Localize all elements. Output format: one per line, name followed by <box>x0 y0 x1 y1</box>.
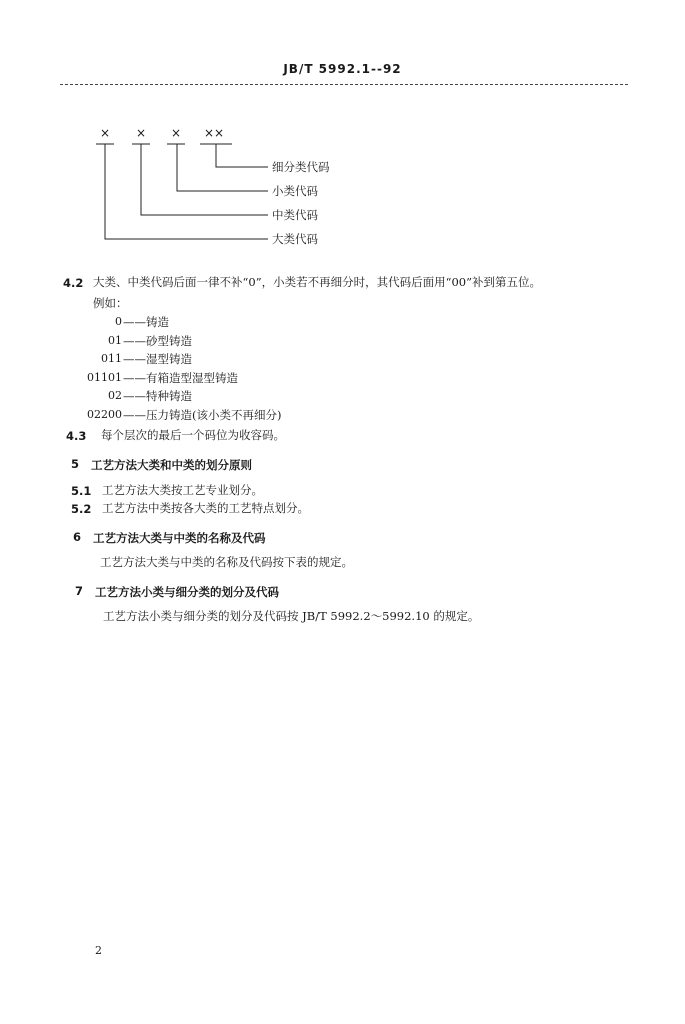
clause-5-1-text: 工艺方法大类按工艺专业划分。 <box>102 483 263 497</box>
digit-mark-3: × <box>171 126 182 140</box>
example-dash: —— <box>123 352 146 366</box>
example-label: 例如： <box>93 296 128 310</box>
label-subdivision-code: 细分类代码 <box>272 160 330 174</box>
digit-mark-4: ×× <box>204 126 225 140</box>
digit-mark-1: × <box>100 126 111 140</box>
example-desc: 有箱造型湿型铸造 <box>146 371 238 385</box>
section-5-title: 工艺方法大类和中类的划分原则 <box>91 458 252 472</box>
code-structure-diagram <box>0 0 685 260</box>
example-entry <box>123 407 281 423</box>
example-dash: —— <box>123 371 146 385</box>
example-desc: 湿型铸造 <box>146 352 192 366</box>
example-desc: 压力铸造(该小类不再细分) <box>146 408 282 422</box>
example-desc: 砂型铸造 <box>146 334 192 348</box>
example-code: 02 <box>108 389 122 402</box>
example-entry <box>123 351 192 367</box>
section-7-title: 工艺方法小类与细分类的划分及代码 <box>95 585 279 599</box>
example-code: 01101 <box>87 371 122 384</box>
clause-4-2-text: 大类、中类代码后面一律不补“0”，小类若不再细分时，其代码后面用“00”补到第五位。 <box>93 275 541 289</box>
example-dash: —— <box>123 408 146 422</box>
section-number-6: 6 <box>73 530 82 544</box>
label-major-class-code: 大类代码 <box>272 232 318 246</box>
example-entry <box>123 388 192 404</box>
clause-number-5-2: 5.2 <box>71 502 92 516</box>
example-entry <box>123 314 169 330</box>
clause-number-5-1: 5.1 <box>71 484 92 498</box>
section-6-title: 工艺方法大类与中类的名称及代码 <box>93 531 266 545</box>
example-code: 011 <box>101 352 122 365</box>
leader-line-subdivision <box>216 144 268 167</box>
clause-4-3-text: 每个层次的最后一个码位为收容码。 <box>101 428 285 442</box>
clause-number-4-3: 4.3 <box>66 429 87 443</box>
example-code: 01 <box>108 334 122 347</box>
example-entry <box>123 333 192 349</box>
clause-number-4-2: 4.2 <box>63 276 84 290</box>
section-6-body: 工艺方法大类与中类的名称及代码按下表的规定。 <box>100 555 353 569</box>
example-desc: 铸造 <box>146 315 169 329</box>
section-number-7: 7 <box>75 584 84 598</box>
example-dash: —— <box>123 315 146 329</box>
label-minor-class-code: 小类代码 <box>272 184 318 198</box>
example-dash: —— <box>123 334 146 348</box>
leader-line-medium <box>141 144 268 215</box>
clause-5-2-text: 工艺方法中类按各大类的工艺特点划分。 <box>102 501 309 515</box>
digit-mark-2: × <box>136 126 147 140</box>
example-dash: —— <box>123 389 146 403</box>
label-medium-class-code: 中类代码 <box>272 208 318 222</box>
standard-number-header: JB/T 5992.1--92 <box>283 62 402 76</box>
section-number-5: 5 <box>71 457 80 471</box>
example-desc: 特种铸造 <box>146 389 192 403</box>
example-code: 02200 <box>87 408 122 421</box>
example-entry <box>123 370 238 386</box>
section-7-body: 工艺方法小类与细分类的划分及代码按 JB/T 5992.2～5992.10 的规定。 <box>103 609 480 623</box>
page-number: 2 <box>95 944 102 957</box>
example-code: 0 <box>115 315 122 328</box>
